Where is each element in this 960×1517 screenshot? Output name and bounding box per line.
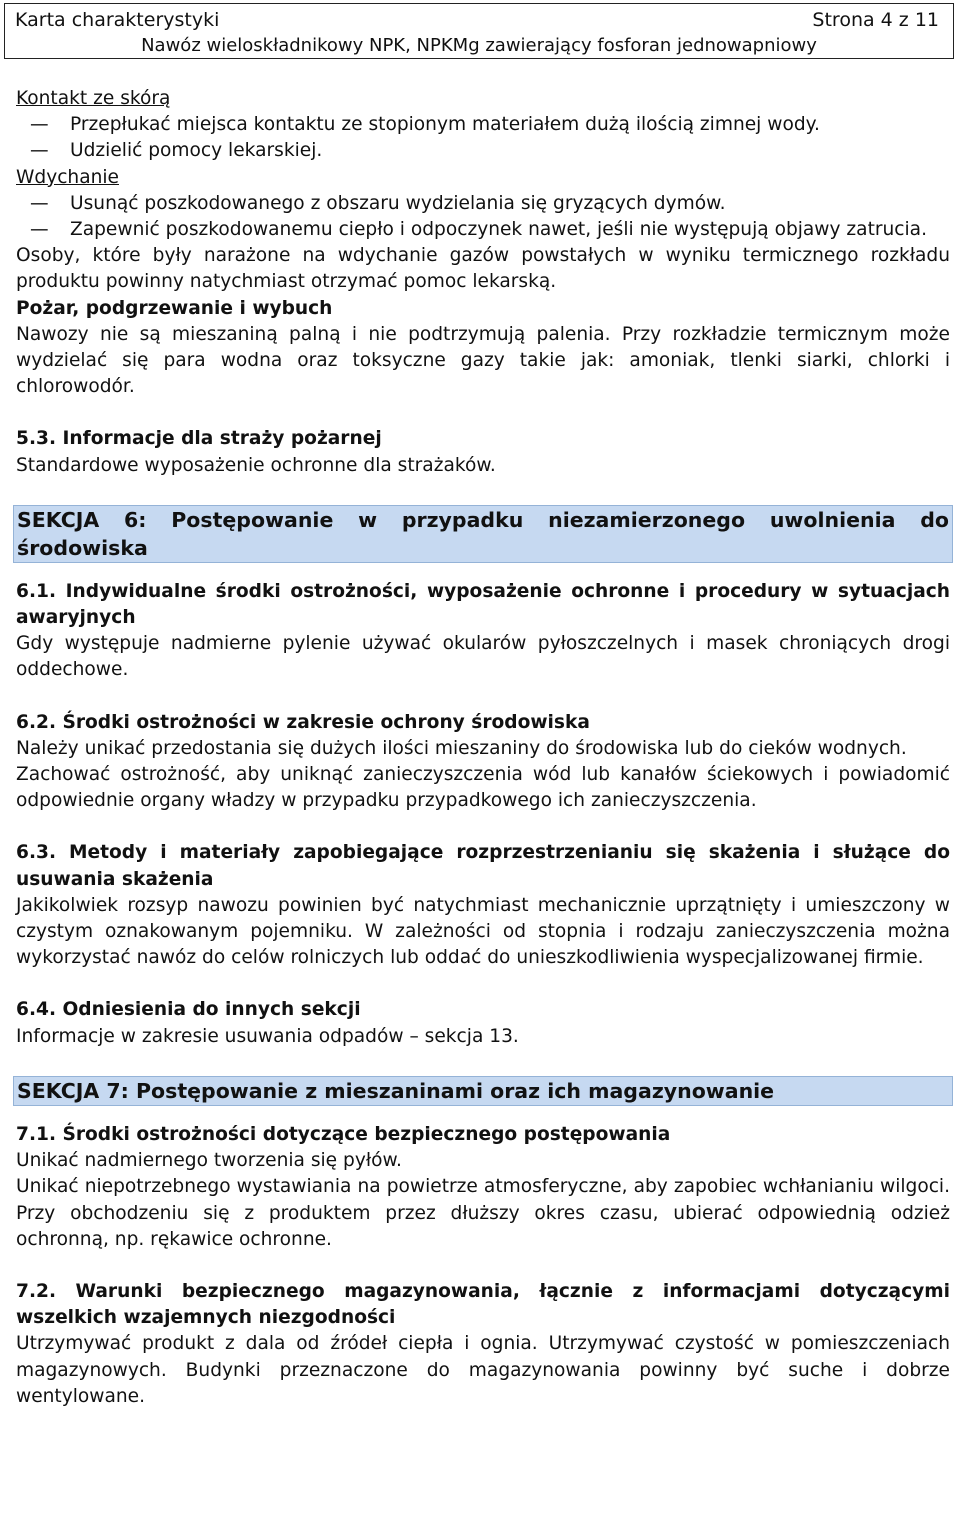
list-item — [16, 217, 950, 243]
spacer — [16, 684, 950, 710]
subsection-7-1-text-2: Unikać niepotrzebnego wystawiania na powietrze atmosferyczne, aby zapobiec wchłanianiu wilgoci. Przy obchodzeniu się z produktem przez dłuższy okres czasu, ubierać odpowiednią odzież ochronną, np. rękawice ochronne. — [16, 1176, 950, 1250]
subsection-6-3-text: Jakikolwiek rozsyp nawozu powinien być natychmiast mechanicznie uprzątnięty i umieszczony w czystym oznakowanym pojemniku. W zależności od stopnia i rodzaju zanieczyszczenia można wykorzystać nawóz do celów rolniczych lub oddać do unieszkodliwienia wyspecjalizowanej firmie. — [16, 894, 950, 969]
subsection-7-2-text: Utrzymywać produkt z dala od źródeł ciepła i ognia. Utrzymywać czystość w pomieszczeniach magazynowych. Budynki przeznaczone do magazynowania powinny być suche i dobrze wentylowane. — [16, 1333, 950, 1407]
list-item — [16, 191, 950, 217]
product-name: Nawóz wieloskładnikowy NPK, NPKMg zawierający fosforan jednowapniowy — [141, 35, 817, 56]
spacer — [16, 1253, 950, 1279]
skin-contact-heading: Kontakt ze skórą — [16, 88, 171, 109]
document-title: Karta charakterystyki — [15, 9, 220, 31]
subsection-6-2-text-2: Zachować ostrożność, aby uniknąć zanieczyszczenia wód lub kanałów ściekowych i powiadomić odpowiednie organy władzy w przypadku przypadkowego ich zanieczyszczenia. — [16, 764, 950, 812]
list-item-text: Udzielić pomocy lekarskiej. — [70, 140, 323, 162]
subsection-6-2-text-1: Należy unikać przedostania się dużych ilości mieszaniny do środowiska lub do cieków wodnych. — [16, 737, 907, 759]
subsection-6-1-heading: 6.1. Indywidualne środki ostrożności, wyposażenie ochronne i procedury w sytuacjach awaryjnych — [16, 580, 950, 629]
subsection-6-1-text: Gdy występuje nadmierne pylenie używać okularów pyłoszczelnych i masek chroniących drogi oddechowe. — [16, 633, 950, 681]
subsection-7-1-heading: 7.1. Środki ostrożności dotyczące bezpiecznego postępowania — [16, 1123, 671, 1145]
list-item — [16, 112, 950, 138]
subsection-6-4-text: Informacje w zakresie usuwania odpadów – sekcja 13. — [16, 1025, 519, 1047]
document-body — [16, 86, 950, 1410]
dash-bullet-icon: — — [30, 114, 49, 136]
skin-contact-list — [16, 112, 950, 164]
section-7-title: SEKCJA 7: Postępowanie z mieszaninami oraz ich magazynowanie — [13, 1076, 953, 1106]
inhalation-note: Osoby, które były narażone na wdychanie gazów powstałych w wyniku termicznego rozkładu produktu powinny natychmiast otrzymać pomoc lekarską. — [16, 245, 950, 293]
spacer — [16, 971, 950, 997]
spacer — [16, 400, 950, 426]
inhalation-heading: Wdychanie — [16, 166, 119, 188]
subsection-7-2-heading: 7.2. Warunki bezpiecznego magazynowania, łącznie z informacjami dotyczącymi wszelkich wzajemnych niezgodności — [16, 1280, 950, 1329]
list-item-text: Usunąć poszkodowanego z obszaru wydzielania się gryzących dymów. — [70, 192, 726, 214]
spacer — [16, 814, 950, 840]
inhalation-list — [16, 191, 950, 243]
subsection-5-3-text: Standardowe wyposażenie ochronne dla strażaków. — [16, 454, 496, 476]
spacer — [16, 479, 950, 505]
fire-text: Nawozy nie są mieszaniną palną i nie podtrzymują palenia. Przy rozkładzie termicznym może wydzielać się para wodna oraz toksyczne gazy takie jak: amoniak, tlenki siarki, chlorki i chlorowodór. — [16, 323, 950, 398]
dash-bullet-icon: — — [30, 219, 49, 241]
spacer — [16, 1050, 950, 1076]
list-item-text: Przepłukać miejsca kontaktu ze stopionym materiałem dużą ilością zimnej wody. — [70, 114, 820, 136]
fire-heading: Pożar, podgrzewanie i wybuch — [16, 297, 333, 319]
page-number: Strona 4 z 11 — [812, 9, 939, 31]
subsection-6-4-heading: 6.4. Odniesienia do innych sekcji — [16, 999, 361, 1021]
spacer — [16, 563, 950, 579]
subsection-5-3-heading: 5.3. Informacje dla straży pożarnej — [16, 428, 382, 450]
dash-bullet-icon: — — [30, 140, 49, 162]
subsection-7-1-text-1: Unikać nadmiernego tworzenia się pyłów. — [16, 1150, 402, 1172]
list-item — [16, 138, 950, 164]
subsection-6-2-heading: 6.2. Środki ostrożności w zakresie ochrony środowiska — [16, 711, 590, 733]
page-header — [4, 3, 954, 59]
section-6-title: SEKCJA 6: Postępowanie w przypadku niezamierzonego uwolnienia do środowiska — [13, 505, 953, 563]
list-item-text: Zapewnić poszkodowanemu ciepło i odpoczynek nawet, jeśli nie występują objawy zatrucia. — [70, 219, 927, 241]
subsection-6-3-heading: 6.3. Metody i materiały zapobiegające rozprzestrzenianiu się skażenia i służące do usuwania skażenia — [16, 842, 950, 890]
spacer — [16, 1106, 950, 1122]
dash-bullet-icon: — — [30, 192, 49, 214]
